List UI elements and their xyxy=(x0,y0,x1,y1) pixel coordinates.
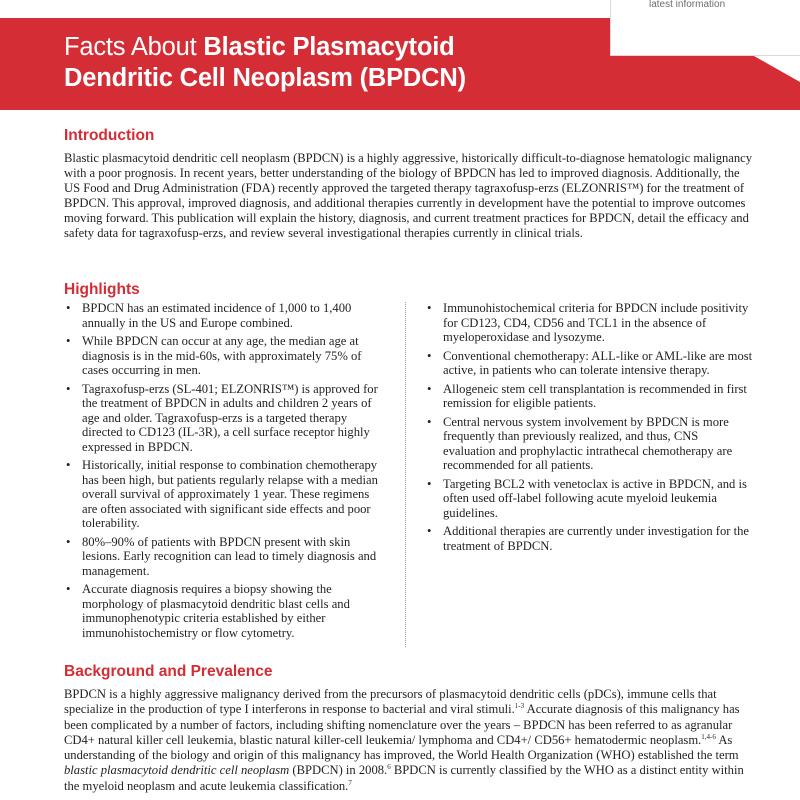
list-item: • Allogeneic stem cell transplantation is recommended in first remission for eligible patients. xyxy=(427,381,747,410)
background-paragraph: BPDCN is a highly aggressive malignancy derived from the precursors of plasmacytoid dendritic cells (pDCs), immune cells that specialize in the production of type I interferons in response to bacterial and viral stimuli.$^{1-3}$ Accurate diagnosis of this malignancy has been complicated by a number of factors, including shifting nomenclature over the years – BPDCN has been referred to as agranular CD4+ natural killer cell leukemia, blastic natural killer-cell leukemia/ lymphoma and CD4+/ CD56+ hematodermic neoplasm.$^{1,4-6}$ As understanding of the biology and origin of this malignancy has improved, the World Health Organization (WHO) established the term blastic plasmacytoid dendritic cell neoplasm (BPDCN) in 2008.$^6$ BPDCN is currently classified by the WHO as a distinct entity within the myeloid neoplasm and acute leukemia classification.$^7$ xyxy=(64,687,744,793)
list-item: • BPDCN has an estimated incidence of 1,000 to 1,400 annually in the US and Europe combined. xyxy=(66,301,352,330)
bullet-icon: • xyxy=(66,582,71,596)
page-title: Facts About Blastic Plasmacytoid Dendritic Cell Neoplasm (BPDCN) xyxy=(64,33,466,92)
bullet-icon: • xyxy=(66,301,71,315)
list-item: • 80%–90% of patients with BPDCN present with skin lesions. Early recognition can lead to timely diagnosis and management. xyxy=(66,534,377,578)
introduction-heading: Introduction xyxy=(64,127,155,144)
bullet-icon: • xyxy=(66,381,71,396)
bullet-icon: • xyxy=(427,414,432,429)
corner-tab xyxy=(610,0,800,56)
bullet-icon: • xyxy=(427,381,432,396)
bullet-icon: • xyxy=(66,334,71,348)
list-item: • Historically, initial response to combination chemotherapy has been high, but patients regularly relapse with a median overall survival of approximately 1 year. These regimens are often associated with significant side effects and poor tolerability. xyxy=(66,458,378,530)
bullet-icon: • xyxy=(427,524,432,538)
corner-label: latest information xyxy=(649,0,726,10)
list-item: • While BPDCN can occur at any age, the median age at diagnosis is in the mid-60s, with approximately 75% of cases occurring in men. xyxy=(66,334,362,377)
list-item: • Tagraxofusp-erzs (SL-401; ELZONRIS™) is approved for the treatment of BPDCN in adults and children 2 years of age and older. Tagraxofusp-erzs is a targeted therapy directed to CD123 (IL-3R), a cell surface receptor highly expressed in BPDCN. xyxy=(66,381,378,454)
list-item: • Additional therapies are currently under investigation for the treatment of BPDCN. xyxy=(427,524,749,553)
bullet-icon: • xyxy=(66,458,71,472)
bullet-icon: • xyxy=(427,301,432,315)
list-item: • Targeting BCL2 with venetoclax is active in BPDCN, and is often used off-label following acute myeloid leukemia guidelines. xyxy=(427,476,747,520)
list-item: • Conventional chemotherapy: ALL-like or AML-like are most active, in patients who can tolerate intensive therapy. xyxy=(427,348,753,377)
background-heading: Background and Prevalence xyxy=(64,663,273,680)
column-divider xyxy=(405,302,406,647)
reference-marker: 7 xyxy=(348,778,352,787)
introduction-paragraph: Blastic plasmacytoid dendritic cell neoplasm (BPDCN) is a highly aggressive, historically difficult-to-diagnose hematologic malignancy with a poor prognosis. In recent years, better understanding of the biology of BPDCN has led to improved diagnosis. Additionally, the US Food and Drug Administration (FDA) recently approved the targeted therapy tagraxofusp-erzs (ELZONRIS™) for the treatment of BPDCN. This approval, improved diagnosis, and additional therapies currently in development have the potential to improve outcomes moving forward. This publication will explain the history, diagnosis, and current treatment practices for BPDCN, detail the efficacy and safety data for tagraxofusp-erzs, and review several investigational therapies currently in clinical trials. xyxy=(64,151,753,240)
bullet-icon: • xyxy=(427,348,432,363)
list-item: • Central nervous system involvement by BPDCN is more frequently than previously realized, and thus, CNS evaluation and prophylactic intrathecal chemotherapy are recommended for all patients. xyxy=(427,414,733,472)
corner-fold xyxy=(754,56,800,82)
list-item: • Accurate diagnosis requires a biopsy showing the morphology of plasmacytoid dendritic blast cells and immunophenotypic criteria established by either immunohistochemistry or flow cytometry. xyxy=(66,582,350,640)
highlights-right-list xyxy=(425,301,753,557)
highlights-left-list xyxy=(64,301,380,644)
reference-marker: 1,4-6 xyxy=(701,732,716,741)
reference-marker: 6 xyxy=(387,763,391,772)
bullet-icon: • xyxy=(66,534,71,549)
reference-marker: 1-3 xyxy=(514,702,525,711)
highlights-heading: Highlights xyxy=(64,281,140,298)
bullet-icon: • xyxy=(427,476,432,491)
list-item: • Immunohistochemical criteria for BPDCN include positivity for CD123, CD4, CD56 and TCL1 in the absence of myeloperoxidase and lysozyme. xyxy=(427,301,749,344)
